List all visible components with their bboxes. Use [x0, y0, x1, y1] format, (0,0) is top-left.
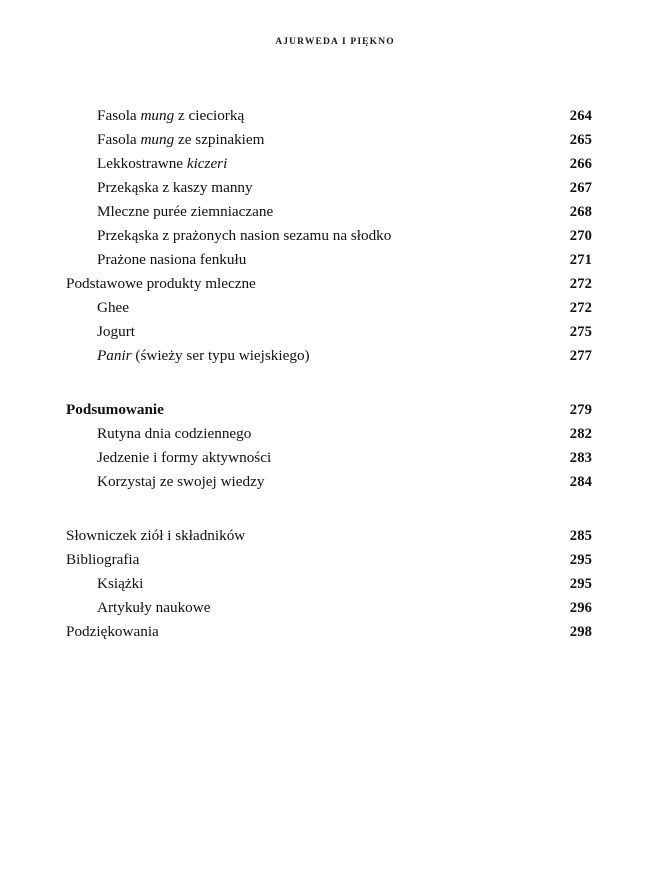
- toc-entry[interactable]: [66, 596, 592, 620]
- toc-entry-title: Przekąska z prażonych nasion sezamu na słodko: [97, 227, 392, 244]
- toc-entry-title: Fasola mung ze szpinakiem: [97, 131, 265, 148]
- toc-entry-title-italic: Panir: [97, 347, 132, 364]
- toc-entry-page-number: 271: [569, 252, 592, 268]
- toc-entry-title: Mleczne purée ziemniaczane: [97, 203, 274, 220]
- toc-entry[interactable]: [66, 200, 592, 224]
- toc-entry-page-number: 298: [569, 624, 592, 640]
- toc-entry-page-number: 272: [569, 300, 592, 316]
- toc-entry[interactable]: [66, 296, 592, 320]
- toc-entry-title: Ghee: [97, 299, 130, 316]
- toc-entry-title-italic: mung: [140, 107, 175, 124]
- toc-entry-title: Książki: [97, 575, 144, 592]
- toc-section-gap: [66, 368, 592, 398]
- toc-entry[interactable]: [66, 224, 592, 248]
- toc-entry[interactable]: [66, 152, 592, 176]
- toc-entry[interactable]: [66, 398, 592, 422]
- toc-entry-title: Rutyna dnia codziennego: [97, 425, 252, 442]
- toc-entry-page-number: 277: [569, 348, 592, 364]
- toc-entry-title: Lekkostrawne kiczeri: [97, 155, 228, 172]
- toc-entry-page-number: 272: [569, 276, 592, 292]
- toc-entry-title: Jedzenie i formy aktywności: [97, 449, 272, 466]
- toc-entry-page-number: 296: [569, 600, 592, 616]
- toc-entry-page-number: 266: [569, 156, 592, 172]
- toc-entry[interactable]: [66, 248, 592, 272]
- toc-entry-title: Prażone nasiona fenkułu: [97, 251, 247, 268]
- toc-entry[interactable]: [66, 128, 592, 152]
- toc-entry-title-italic: mung: [140, 131, 175, 148]
- toc-entry[interactable]: [66, 422, 592, 446]
- toc-entry-title: Korzystaj ze swojej wiedzy: [97, 473, 265, 490]
- toc-entry-title: Podsumowanie: [66, 401, 164, 418]
- toc-entry[interactable]: [66, 572, 592, 596]
- toc-section-gap: [66, 494, 592, 524]
- toc-entry[interactable]: [66, 272, 592, 296]
- toc-entry-page-number: 283: [569, 450, 592, 466]
- toc-entry-page-number: 270: [569, 228, 592, 244]
- running-head: AJURWEDA I PIĘKNO: [275, 37, 395, 47]
- toc-entry-page-number: 284: [569, 474, 592, 490]
- toc-entry-page-number: 295: [569, 552, 592, 568]
- toc-entry-title: Bibliografia: [66, 551, 140, 568]
- toc-entry-title: Słowniczek ziół i składników: [66, 527, 246, 544]
- toc-entry[interactable]: [66, 524, 592, 548]
- toc-entry-title: Podziękowania: [66, 623, 159, 640]
- toc-entry-title: Artykuły naukowe: [97, 599, 211, 616]
- toc-entry[interactable]: [66, 104, 592, 128]
- toc-entry[interactable]: [66, 176, 592, 200]
- toc-entry-title: Przekąska z kaszy manny: [97, 179, 253, 196]
- toc-entry-page-number: 267: [569, 180, 592, 196]
- toc-entry[interactable]: [66, 344, 592, 368]
- toc-entry-page-number: 268: [569, 204, 592, 220]
- toc-entry[interactable]: [66, 620, 592, 644]
- toc-entry-page-number: 282: [569, 426, 592, 442]
- toc-entry-page-number: 295: [569, 576, 592, 592]
- toc-entry-title: Jogurt: [97, 323, 135, 340]
- toc-entry-page-number: 265: [569, 132, 592, 148]
- toc-entry-page-number: 264: [569, 108, 592, 124]
- toc-entry-page-number: 275: [569, 324, 592, 340]
- toc-entry-title-italic: kiczeri: [186, 155, 228, 172]
- toc-entry[interactable]: [66, 320, 592, 344]
- toc-entry-page-number: 279: [569, 402, 592, 418]
- toc-entry-title: Fasola mung z cieciorką: [97, 107, 245, 124]
- toc-entry[interactable]: [66, 548, 592, 572]
- toc-entry-title: Podstawowe produkty mleczne: [66, 275, 256, 292]
- table-of-contents: [66, 104, 592, 644]
- toc-entry-title: Panir (świeży ser typu wiejskiego): [97, 347, 310, 364]
- toc-entry[interactable]: [66, 446, 592, 470]
- toc-entry[interactable]: [66, 470, 592, 494]
- toc-entry-page-number: 285: [569, 528, 592, 544]
